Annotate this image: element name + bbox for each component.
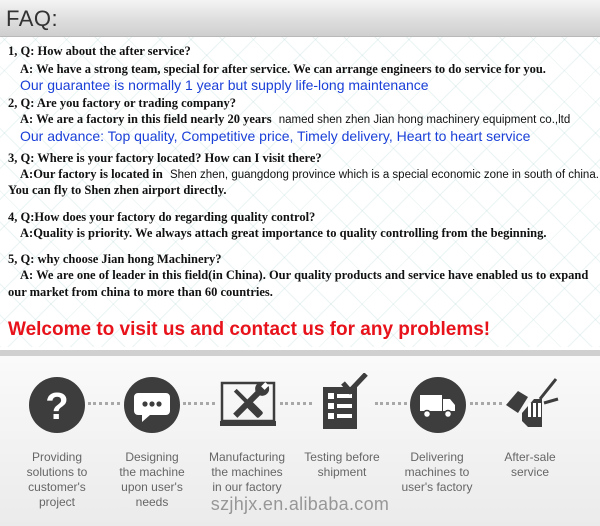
- answer-1-note: Our guarantee is normally 1 year but supply life-long maintenance: [20, 77, 429, 93]
- step-label-line: shipment: [317, 465, 367, 479]
- step-label-line: Manufacturing: [208, 450, 286, 464]
- step-label-line: Delivering: [410, 450, 464, 464]
- answer-2-part2: named shen zhen Jian hong machinery equipment co.,ltd: [278, 114, 571, 126]
- answer-1: A: We have a strong team, special for after service. We can arrange engineers to do service for you.: [20, 62, 546, 76]
- checklist-icon: [313, 373, 373, 435]
- delivery-truck-icon: [408, 375, 468, 435]
- step-label-line: Providing: [31, 450, 83, 464]
- answer-2-note: Our advance: Top quality, Competitive price, Timely delivery, Heart to heart service: [20, 128, 531, 144]
- wrench-screwdriver-icon: [218, 375, 278, 435]
- step-label-line: the machines: [211, 465, 283, 479]
- question-mark-icon: [27, 375, 87, 435]
- answer-3-line2: You can fly to Shen zhen airport directly.: [8, 183, 227, 197]
- answer-2: [20, 112, 570, 127]
- answer-3-part2: Shen zhen, guangdong province which is a special economic zone in south of china.: [169, 169, 599, 181]
- answer-3: [20, 167, 599, 182]
- step-label-line: customer's: [28, 480, 86, 494]
- svg-text:?: ?: [45, 386, 69, 428]
- answer-4: A:Quality is priority. We always attach great importance to quality controlling from the beginning.: [20, 226, 547, 240]
- faq-banner: [0, 0, 600, 37]
- step-label-line: needs: [135, 495, 169, 509]
- question-2: 2, Q: Are you factory or trading company?: [8, 96, 236, 110]
- step-label-line: the machine: [119, 465, 185, 479]
- answer-5-line1: A: We are one of leader in this field(in China). Our quality products and service have enabled us to expand: [20, 268, 589, 282]
- speech-bubble-icon: [122, 375, 182, 435]
- step-label-line: Testing before: [304, 450, 380, 464]
- step-label-line: project: [38, 495, 76, 509]
- connector-dots: [375, 402, 407, 409]
- step-label-line: machines to: [404, 465, 470, 479]
- connector-dots: [88, 402, 120, 409]
- step-label-testing: [294, 450, 390, 480]
- connector-dots: [183, 402, 215, 409]
- step-label-line: Designing: [125, 450, 179, 464]
- question-5: 5, Q: why choose Jian hong Machinery?: [8, 252, 222, 266]
- question-1: 1, Q: How about the after service?: [8, 44, 191, 58]
- step-label-manufacturing: [199, 450, 295, 495]
- step-label-after-sale: [482, 450, 578, 480]
- watermark-text: szjhjx.en.alibaba.com: [210, 494, 390, 514]
- step-label-line: After-sale: [504, 450, 556, 464]
- step-label-line: upon user's: [121, 480, 183, 494]
- faq-title: FAQ:: [6, 6, 59, 31]
- question-3: 3, Q: Where is your factory located? How can I visit there?: [8, 151, 322, 165]
- connector-dots: [280, 402, 312, 409]
- step-label-line: user's factory: [401, 480, 473, 494]
- welcome-message: Welcome to visit us and contact us for any problems!: [8, 319, 491, 340]
- question-4: 4, Q:How does your factory do regarding quality control?: [8, 210, 316, 224]
- handshake-icon: [500, 373, 562, 435]
- step-label-line: service: [510, 465, 549, 479]
- step-label-delivering: [389, 450, 485, 495]
- step-label-line: solutions to: [26, 465, 88, 479]
- answer-5-line2: our market from china to more than 60 countries.: [8, 285, 273, 299]
- step-label-line: in our factory: [212, 480, 282, 494]
- answer-2-part1: A: We are a factory in this field nearly 20 years: [20, 112, 272, 126]
- answer-3-part1: A:Our factory is located in: [20, 167, 163, 181]
- connector-dots: [470, 402, 502, 409]
